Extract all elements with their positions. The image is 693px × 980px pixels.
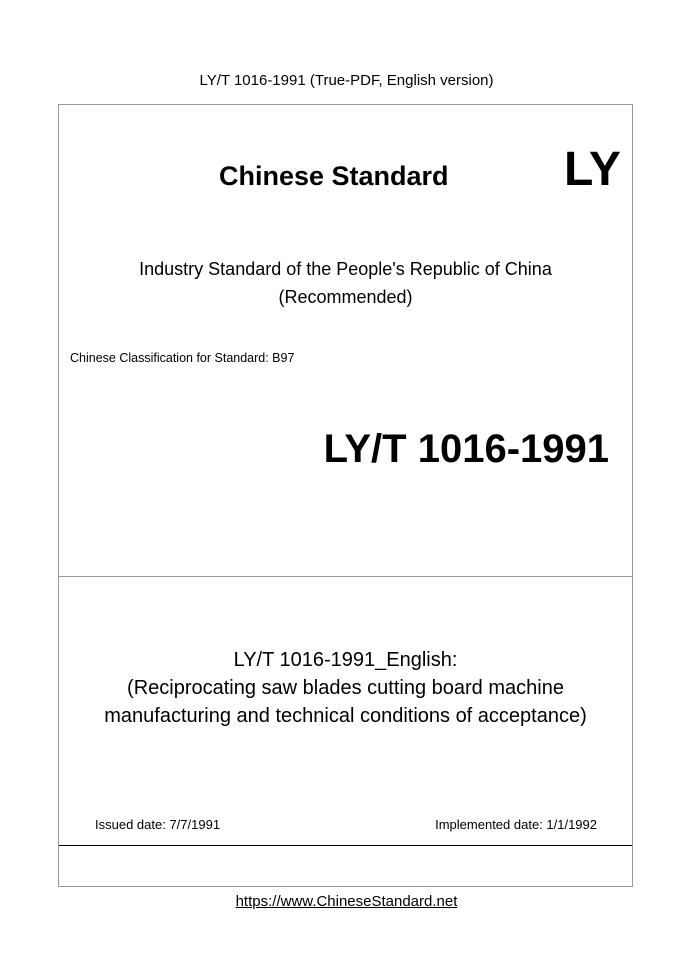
standard-number: LY/T 1016-1991 — [323, 427, 609, 471]
brand-title: Chinese Standard — [219, 161, 449, 191]
description-line-2: (Reciprocating saw blades cutting board machine — [127, 677, 564, 699]
empty-footer-box — [59, 845, 632, 886]
cover-frame — [58, 104, 633, 887]
issued-date: Issued date: 7/7/1991 — [95, 817, 221, 832]
document-header-title: LY/T 1016-1991 (True-PDF, English version) — [199, 72, 494, 89]
implemented-date: Implemented date: 1/1/1992 — [435, 817, 597, 832]
classification-text: Chinese Classification for Standard: B97 — [70, 351, 295, 365]
cover-lower-section — [59, 577, 632, 847]
recommended-line: (Recommended) — [278, 287, 413, 307]
description-line-1: LY/T 1016-1991_English: — [233, 649, 458, 671]
cover-upper-section — [59, 105, 632, 577]
description-line-3: manufacturing and technical conditions of acceptance) — [104, 705, 587, 727]
brand-code: LY — [564, 143, 621, 196]
industry-standard-line: Industry Standard of the People's Republic of China — [139, 259, 552, 279]
website-link[interactable]: https://www.ChineseStandard.net — [235, 893, 458, 910]
